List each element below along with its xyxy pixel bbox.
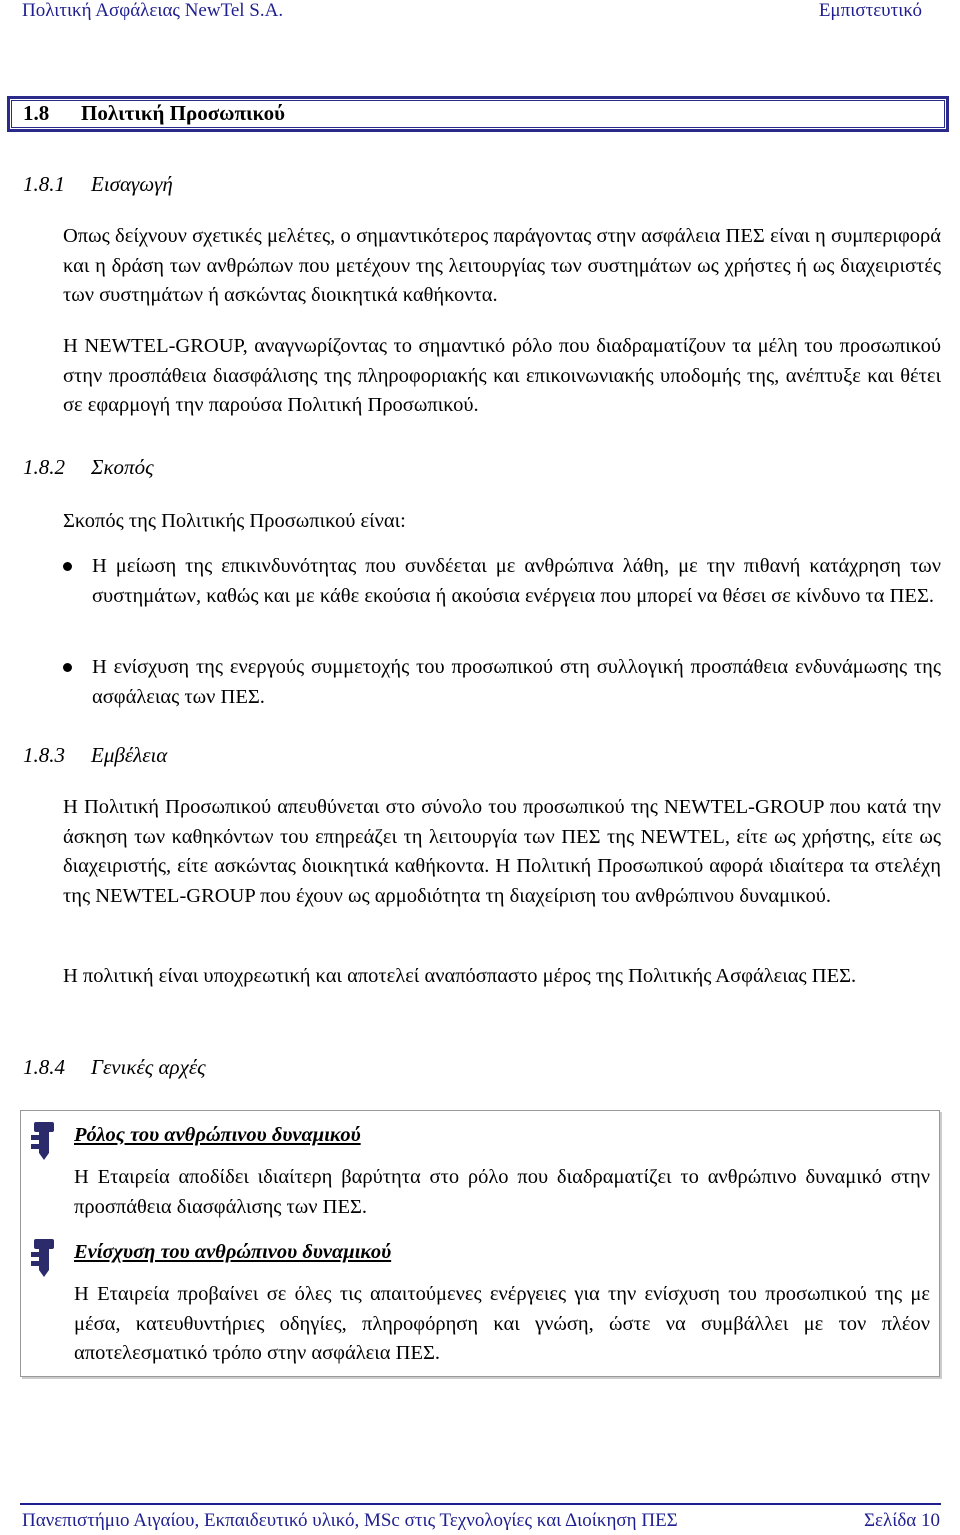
principle-title-2: Ενίσχυση του ανθρώπινου δυναμικού: [74, 1241, 392, 1263]
purpose-bullet-2: [63, 653, 941, 712]
subsection-number: 1.8.4: [23, 1055, 65, 1079]
intro-paragraph-2: Η NEWTEL-GROUP, αναγνωρίζοντας το σημαντικό ρόλο που διαδραματίζουν τα μέλη του προσωπικού στην προσπάθεια διασφάλισης της πληροφοριακής και επικοινωνιακής υποδομής της, ανέπτυξε και θέτει σε εφαρμογή την παρούσα Πολιτική Προσωπικού.: [63, 335, 941, 416]
subsection-number: 1.8.2: [23, 455, 65, 479]
bullet-text: Η μείωση της επικινδυνότητας που συνδέεται με ανθρώπινα λάθη, με την πιθανή κατάχρηση των συστημάτων, καθώς και με κάθε εκούσια ή ακούσια ενέργεια που μπορεί να θέσει σε κίνδυνο τα ΠΕΣ.: [92, 555, 941, 607]
scope-paragraph-2: Η πολιτική είναι υποχρεωτική και αποτελεί αναπόσπαστο μέρος της Πολιτικής Ασφάλειας ΠΕΣ.: [63, 965, 857, 987]
subsection-title: Σκοπός: [91, 455, 154, 479]
subsection-heading-purpose: [23, 455, 154, 480]
footer-rule: [20, 1503, 941, 1505]
subsection-number: 1.8.1: [23, 172, 65, 196]
subsection-title: Γενικές αρχές: [91, 1055, 206, 1079]
bullet-text: Η ενίσχυση της ενεργούς συμμετοχής του προσωπικού στη συλλογική προσπάθεια ενδυνάμωσης της ασφάλειας των ΠΕΣ.: [92, 656, 941, 708]
purpose-bullet-1: [63, 552, 941, 611]
footer-page-number: Σελίδα 10: [863, 1510, 940, 1531]
principle-title-1: Ρόλος του ανθρώπινου δυναμικού: [74, 1124, 361, 1146]
footer-left: Πανεπιστήμιο Αιγαίου, Εκπαιδευτικό υλικό, MSc στις Τεχνολογίες και Διοίκηση ΠΕΣ: [22, 1510, 678, 1531]
subsection-heading-principles: [23, 1055, 206, 1080]
header-left: Πολιτική Ασφάλειας NewTel S.A.: [22, 0, 284, 21]
intro-paragraph-1: [63, 222, 941, 311]
bullet-icon: [63, 663, 72, 672]
principle-text-1: Η Εταιρεία αποδίδει ιδιαίτερη βαρύτητα στο ρόλο που διαδραματίζει το ανθρώπινο δυναμικό στην προσπάθεια διασφάλισης των ΠΕΣ.: [74, 1166, 930, 1218]
scope-paragraph-1: Η Πολιτική Προσωπικού απευθύνεται στο σύνολο του προσωπικού της NEWTEL-GROUP που κατά την άσκηση των καθηκόντων του επηρεάζει τη λειτουργία των ΠΕΣ της NEWTEL, είτε ως χρήστης, είτε ως διαχειριστής, είτε ασκώντας διοικητικά καθήκοντα. Η Πολιτική Προσωπικού αφορά ιδιαίτερα τα στελέχη της NEWTEL-GROUP που έχουν ως αρμοδιότητα τη διαχείριση του ανθρώπινου δυναμικού.: [63, 796, 941, 907]
key-icon: [31, 1239, 57, 1277]
section-title: Πολιτική Προσωπικού: [81, 101, 286, 125]
subsection-number: 1.8.3: [23, 743, 65, 767]
key-icon: [31, 1122, 57, 1160]
subsection-heading-intro: [23, 172, 173, 197]
section-heading: [23, 101, 285, 126]
purpose-intro: Σκοπός της Πολιτικής Προσωπικού είναι:: [63, 510, 406, 532]
subsection-title: Εμβέλεια: [91, 743, 168, 767]
section-number: 1.8: [23, 101, 50, 125]
bullet-icon: [63, 562, 72, 571]
principle-text-2: Η Εταιρεία προβαίνει σε όλες τις απαιτούμενες ενέργειες για την ενίσχυση του προσωπικού της με μέσα, κατευθυντήριες οδηγίες, πληροφόρηση και γνώση, ώστε να συμβάλλει με τον πλέον αποτελεσματικό τρόπο στην ασφάλεια ΠΕΣ.: [74, 1283, 930, 1364]
intro-text-serif: Οπως δείχνουν σχετικές μελέτες, ο σημαντικότερος παράγοντας στην ασφάλεια ΠΕΣ είναι η συμπεριφορά και η δράση των ανθρώπων που μετέχουν της λειτουργίας των συστημάτων ως χρήστες ή ως διαχειριστές των συστημάτων ή ασκώντας διοικητικά καθήκοντα.: [63, 225, 941, 306]
header-right: Εμπιστευτικό: [818, 0, 922, 21]
subsection-title: Εισαγωγή: [91, 172, 173, 196]
subsection-heading-scope: [23, 743, 167, 768]
